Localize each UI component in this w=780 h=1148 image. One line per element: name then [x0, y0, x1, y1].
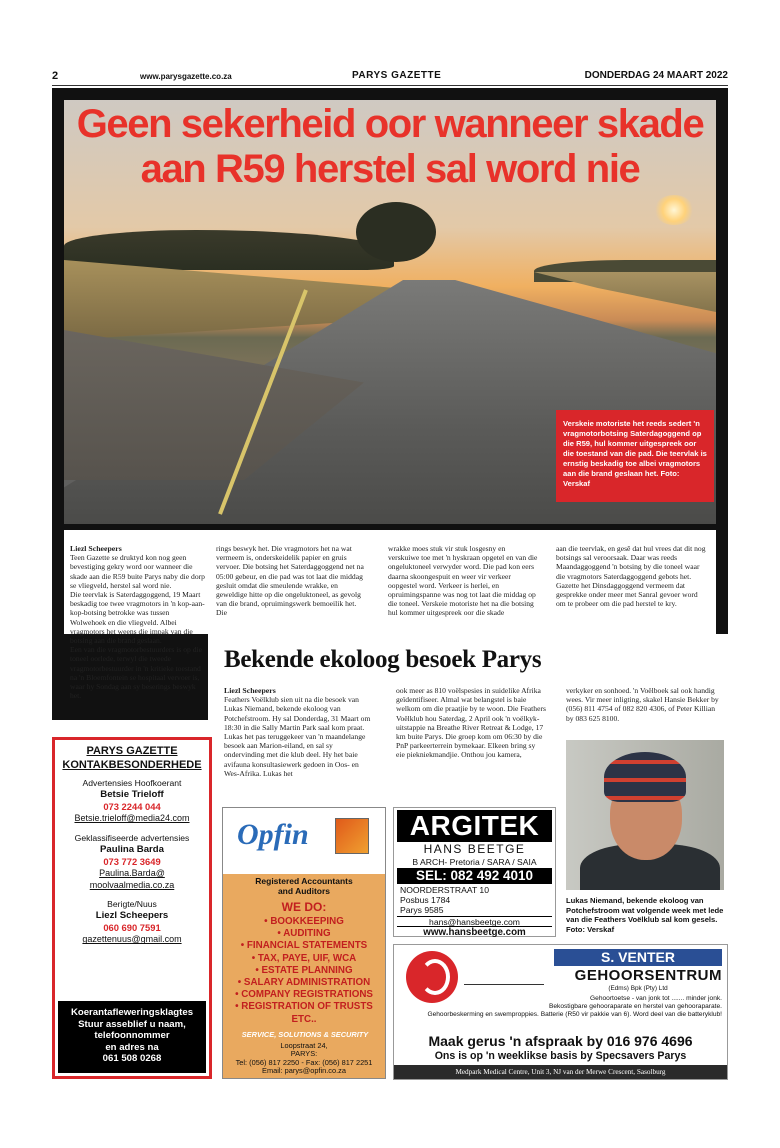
contact-box [52, 737, 212, 1079]
treeline [64, 230, 394, 270]
opfin-slogan: SERVICE, SOLUTIONS & SECURITY [241, 1030, 369, 1039]
contact-email[interactable]: Betsie.trieloff@media24.com [74, 813, 190, 824]
contact-title: KONTAKBESONDERHEDE [62, 759, 202, 771]
story-column-3: wrakke moes stuk vir stuk losgesny en verskuiwe toe met 'n hyskraan opgetel en van die ongeluktoneel verwyder word. Die pad kon eers daarna skoongespuit en weer vir verkeer oopgestel word. Verkeer is herlei, en opruimingspanne was nog tot laat die middag op die toneel. Verskeie motoriste het na die botsing hul kommer uitgespreek oor die skade [388, 544, 538, 618]
venter-cta[interactable]: Maak gerus 'n afspraak by 016 976 4696 [428, 1033, 693, 1049]
paper-name: PARYS GAZETTE [352, 70, 442, 81]
story-paragraph: Een van die vragmotorbestuurders is op die toneel oorlede, terwyl die tweede vragmotorbestuurder in 'n kritieke toestand na 'n Bloemfontein se hospitaal vervoer is, waar hy Sondag aan sy beserings beswyk het. [70, 645, 203, 701]
contact-role: Geklassifiseerde advertensies [74, 832, 190, 843]
argitek-addr-line: NOORDERSTRAAT 10 [400, 885, 489, 895]
second-column-1 [224, 686, 374, 778]
opfin-reg-line: Registered Accountants [255, 876, 353, 886]
service-item: • ESTATE PLANNING [255, 964, 353, 976]
service-item: ETC.. [291, 1013, 317, 1025]
ear-ring-icon [420, 959, 450, 995]
opfin-logo: Opfin [237, 818, 309, 851]
venter-reg: (Edms) Bpk (Pty) Ltd [608, 985, 668, 992]
complaints-phone[interactable]: 061 508 0268 [102, 1053, 162, 1065]
opfin-header [223, 808, 385, 874]
contact-role: Advertensies Hoofkoerant [82, 778, 182, 788]
complaints-line: telefoonnommer [94, 1030, 170, 1042]
venter-name: S. VENTER [554, 949, 722, 966]
complaints-line: en adres na [105, 1041, 159, 1053]
venter-ad[interactable] [393, 944, 728, 1080]
contact-phone[interactable]: 060 690 7591 [103, 922, 161, 934]
tree [356, 202, 436, 262]
page-header [52, 70, 728, 86]
complaints-line: Koerantafleweringsklagtes [70, 1007, 194, 1018]
service-item: • BOOKKEEPING [264, 916, 344, 927]
venter-cta-sub: Ons is op 'n weeklikse basis by Specsavers Parys [434, 1050, 687, 1062]
portrait-caption: Lukas Niemand, bekende ekoloog van Potchefstroom wat volgende week met lede van die Feathers Voëlklub sal kom gesels. Foto: Verskaf [566, 896, 724, 934]
opfin-registration [223, 876, 385, 896]
contact-name: Liezl Scheepers [95, 910, 169, 922]
headline-line-1: Geen sekerheid oor wanneer skade [76, 102, 704, 146]
page-number: 2 [52, 70, 59, 82]
venter-address: Medpark Medical Centre, Unit 3, NJ van der Merwe Crescent, Sasolburg [394, 1065, 727, 1079]
service-item: • AUDITING [277, 928, 331, 940]
contact-name: Paulina Barda [100, 844, 164, 855]
opfin-address [223, 1042, 385, 1076]
byline: Liezl Scheepers [70, 544, 122, 553]
service-item: • FINANCIAL STATEMENTS [240, 940, 368, 952]
contact-email[interactable]: gazettenuus@gmail.com [82, 934, 182, 945]
contact-title: PARYS GAZETTE [86, 745, 178, 757]
service-item: • SALARY ADMINISTRATION [237, 977, 371, 989]
portrait-photo [566, 740, 724, 890]
opfin-services [223, 916, 385, 1026]
byline: Liezl Scheepers [224, 686, 276, 695]
service-item: • TAX, PAYE, UIF, WCA [251, 952, 357, 964]
argitek-degrees: B ARCH- Pretoria / SARA / SAIA [412, 857, 537, 867]
venter-info-line: Bekostigbare gehooraparate en herstel van gehooraparate. [548, 1003, 722, 1011]
second-headline: Bekende ekoloog besoek Parys [224, 646, 542, 673]
argitek-phone[interactable]: SEL: 082 492 4010 [415, 868, 534, 883]
story-paragraph: Teen Gazette se druktyd kon nog geen bevestiging gekry word oor wanneer die skade aan die R59 buite Parys naby die dorp se vliegveld, herstel sal word nie. [70, 553, 205, 590]
service-item: • COMPANY REGISTRATIONS [235, 989, 373, 1001]
issue-date: DONDERDAG 24 MAART 2022 [584, 70, 728, 81]
argitek-addr-line: Posbus 1784 [400, 894, 451, 905]
headline-line-2: aan R59 herstel sal word nie [140, 147, 640, 191]
photo-caption: Verskeie motoriste het reeds sedert 'n vragmotorbotsing Saterdagoggend op die R59, hul kommer uitgespreek oor die toestand van die pad. Die teervlak is ernstig beskadig toe albei vragmotors aan die brand geslaan het. Foto: Verskaf [556, 410, 714, 502]
contact-name: Betsie Trieloff [100, 789, 164, 801]
contact-phone[interactable]: 073 772 3649 [103, 856, 161, 867]
main-headline [64, 100, 716, 192]
venter-info [402, 995, 722, 1020]
argitek-ad[interactable] [393, 807, 556, 937]
opfin-ad[interactable] [222, 807, 386, 1079]
contact-email[interactable]: Paulina.Barda@ [99, 868, 165, 878]
header-divider [52, 85, 728, 86]
opfin-phone[interactable]: Tel: (056) 817 2250 - Fax: (056) 817 2251 [235, 1057, 373, 1067]
sun-glow [654, 195, 694, 225]
service-item: • REGISTRATION OF TRUSTS [235, 1001, 373, 1013]
complaints-line: Stuur asseblief u naam, [78, 1018, 186, 1030]
website-link[interactable]: www.parysgazette.co.za [140, 72, 232, 81]
venter-info-line: Gehoortoetse - van jonk tot ....... minder jonk. [590, 995, 722, 1002]
opfin-reg-line: and Auditors [277, 886, 331, 896]
argitek-person: HANS BEETGE [423, 842, 526, 856]
opfin-emblem-icon [335, 818, 369, 854]
opfin-addr-line: Loopstraat 24, [280, 1041, 328, 1050]
complaints-box [58, 1001, 206, 1073]
argitek-website[interactable]: www.hansbeetge.com [397, 926, 552, 938]
story-column-4: aan die teervlak, en gesê dat hul vrees dat dit nog botsings sal veroorsaak. Daar was reeds Maandaggoggend 'n botsing by die toneel waar die vragmotors Saterdaggoggend gebots het. Gazette het Dinsdaggoggend vermeem dat gesprekke onder meer met Sanral gevoer word om te probeer om die pad herstel te kry. [556, 544, 706, 609]
second-column-2: ook meer as 810 voëlspesies in suidelike Afrika geïdentifiseer. Almal wat belangstel is baie welkom om die praatjie by te woon. Die Feathers Voëlklub hou Saterdag, 2 April ook 'n voëlkyk-uitstappie na Breathe River Retreat & Lodge, 17 km buite Parys. Die groep kom om 06:30 by die PnP parkeerterrein bymekaar. Elkeen bring sy eie piekniekmandjie. Onthou jou kamera, [396, 686, 546, 760]
contact-phone[interactable]: 073 2244 044 [103, 801, 161, 813]
contact-email[interactable]: moolvaalmedia.co.za [89, 879, 175, 890]
story-paragraph: Feathers Voëlklub sien uit na die besoek van Lukas Niemand, bekende ekoloog van Potchefstroom. Hy sal Donderdag, 31 Maart om 18:30 in die Sally Martin Park saal kom praat. Lukas het pas teruggekeer van 'n maandelange besoek aan Marion-eiland, en sal sy ondervinding met die klub deel. Hy het baie avifauna konsultasiewerk gedoen in Oos- en Wes-Afrika. Lukas het [224, 695, 371, 778]
argitek-email[interactable]: hans@hansbeetge.com [397, 916, 552, 927]
opfin-we-do: WE DO: [281, 900, 327, 914]
story-column-2: rings beswyk het. Die vragmotors het na wat vermeem is, onderskeidelik papier en gruis vervoer. Die botsing het Saterdaggoggend net na 05:00 gebeur, en die pad was tot laat die middag gesluit omdat die smeulende wrakke, en geweldige hitte op die ongeluktoneel, as gevolg van die brand, opruimingswerk bemoeilik het. Die [216, 544, 364, 618]
sound-wave-icon [464, 965, 544, 985]
contact-role: Berigte/Nuus [107, 899, 157, 910]
grass-right [534, 272, 716, 312]
venter-info-line: Gehoorbeskerming en swemproppies. Batterie (R50 vir pakkie van 6). Word deel van die batteryklub! [427, 1011, 722, 1019]
opfin-email[interactable]: Email: parys@opfin.co.za [262, 1066, 346, 1076]
beanie [604, 752, 686, 802]
opfin-addr-line: PARYS: [290, 1049, 318, 1059]
story-paragraph: Die teervlak is Saterdaggoggend, 19 Maart beskadig toe twee vragmotors in 'n kop-aan-kop-botsing betrokke was tussen Wolwehoek en die vliegveld. Albei vragmotors het weens die impak van die botsing aan die brand geslaan. [70, 590, 205, 646]
argitek-addr-line: Parys 9585 [400, 904, 444, 915]
argitek-address [400, 886, 489, 915]
argitek-name: ARGITEK [409, 810, 540, 841]
second-column-3: verkyker en sonhoed. 'n Voëlboek sal ook handig wees. Vir meer inligting, skakel Hansie Bekker by (056) 811 4754 of 082 820 4306, of Peter Killian by 083 625 8100. [566, 686, 719, 723]
story-column-1 [70, 544, 206, 700]
venter-centre: GEHOORSENTRUM [574, 967, 722, 984]
